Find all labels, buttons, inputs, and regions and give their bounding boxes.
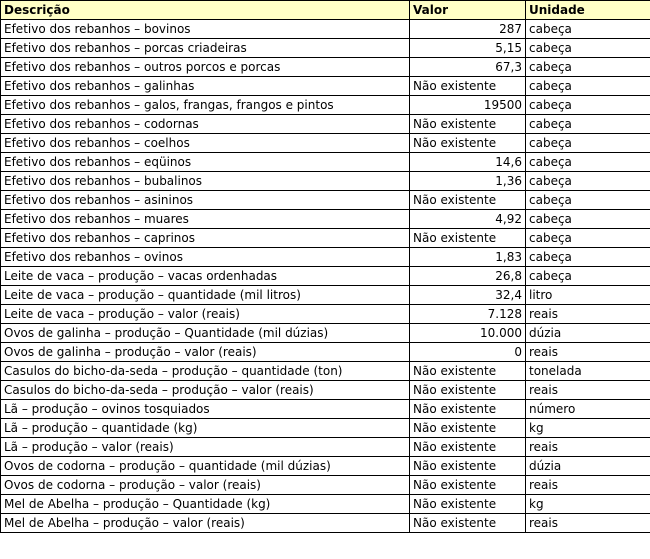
cell-unidade: reais (526, 514, 650, 533)
table-row (1, 191, 650, 210)
cell-valor: Não existente (410, 457, 526, 476)
cell-descricao: Lã – produção – quantidade (kg) (1, 419, 410, 438)
cell-unidade: cabeça (526, 191, 650, 210)
cell-unidade: cabeça (526, 267, 650, 286)
cell-valor: 26,8 (410, 267, 526, 286)
table-row (1, 476, 650, 495)
cell-descricao: Lã – produção – ovinos tosquiados (1, 400, 410, 419)
cell-descricao: Efetivo dos rebanhos – porcas criadeiras (1, 39, 410, 58)
table-row (1, 438, 650, 457)
table-row (1, 457, 650, 476)
table-row (1, 172, 650, 191)
cell-descricao: Efetivo dos rebanhos – bovinos (1, 20, 410, 39)
cell-descricao: Ovos de galinha – produção – Quantidade (mil dúzias) (1, 324, 410, 343)
header-valor: Valor (410, 1, 526, 20)
cell-valor: 0 (410, 343, 526, 362)
cell-unidade: cabeça (526, 210, 650, 229)
header-descricao: Descrição (1, 1, 410, 20)
table-header (1, 1, 650, 20)
cell-descricao: Efetivo dos rebanhos – codornas (1, 115, 410, 134)
cell-descricao: Efetivo dos rebanhos – muares (1, 210, 410, 229)
table-row (1, 514, 650, 533)
cell-descricao: Casulos do bicho-da-seda – produção – quantidade (ton) (1, 362, 410, 381)
cell-descricao: Ovos de codorna – produção – valor (reais) (1, 476, 410, 495)
cell-valor: 287 (410, 20, 526, 39)
cell-valor: 1,83 (410, 248, 526, 267)
cell-unidade: reais (526, 381, 650, 400)
cell-unidade: reais (526, 476, 650, 495)
cell-unidade: dúzia (526, 457, 650, 476)
table-row (1, 400, 650, 419)
cell-unidade: cabeça (526, 153, 650, 172)
cell-valor: 32,4 (410, 286, 526, 305)
table-row (1, 343, 650, 362)
cell-unidade: cabeça (526, 115, 650, 134)
cell-valor: Não existente (410, 419, 526, 438)
table-row (1, 134, 650, 153)
cell-descricao: Casulos do bicho-da-seda – produção – valor (reais) (1, 381, 410, 400)
cell-descricao: Efetivo dos rebanhos – caprinos (1, 229, 410, 248)
table-row (1, 20, 650, 39)
cell-valor: Não existente (410, 191, 526, 210)
cell-descricao: Leite de vaca – produção – vacas ordenhadas (1, 267, 410, 286)
cell-unidade: cabeça (526, 229, 650, 248)
table-row (1, 248, 650, 267)
table-row (1, 419, 650, 438)
cell-unidade: número (526, 400, 650, 419)
cell-descricao: Efetivo dos rebanhos – eqüinos (1, 153, 410, 172)
table-row (1, 39, 650, 58)
cell-descricao: Efetivo dos rebanhos – ovinos (1, 248, 410, 267)
cell-unidade: tonelada (526, 362, 650, 381)
cell-unidade: litro (526, 286, 650, 305)
cell-unidade: cabeça (526, 20, 650, 39)
cell-valor: 4,92 (410, 210, 526, 229)
cell-descricao: Efetivo dos rebanhos – galos, frangas, frangos e pintos (1, 96, 410, 115)
cell-unidade: reais (526, 305, 650, 324)
table-row (1, 381, 650, 400)
table-row (1, 286, 650, 305)
cell-valor: Não existente (410, 77, 526, 96)
cell-valor: Não existente (410, 476, 526, 495)
cell-valor: 7.128 (410, 305, 526, 324)
cell-unidade: kg (526, 419, 650, 438)
header-row (1, 1, 650, 20)
cell-unidade: cabeça (526, 77, 650, 96)
cell-descricao: Efetivo dos rebanhos – bubalinos (1, 172, 410, 191)
table-row (1, 58, 650, 77)
table-row (1, 229, 650, 248)
cell-descricao: Ovos de codorna – produção – quantidade (mil dúzias) (1, 457, 410, 476)
cell-descricao: Efetivo dos rebanhos – galinhas (1, 77, 410, 96)
table-row (1, 362, 650, 381)
cell-descricao: Leite de vaca – produção – valor (reais) (1, 305, 410, 324)
table-row (1, 210, 650, 229)
table-row (1, 153, 650, 172)
header-unidade: Unidade (526, 1, 650, 20)
cell-descricao: Leite de vaca – produção – quantidade (mil litros) (1, 286, 410, 305)
cell-unidade: cabeça (526, 58, 650, 77)
cell-unidade: dúzia (526, 324, 650, 343)
cell-valor: 14,6 (410, 153, 526, 172)
cell-valor: Não existente (410, 514, 526, 533)
table-row (1, 305, 650, 324)
table-row (1, 115, 650, 134)
cell-unidade: kg (526, 495, 650, 514)
cell-valor: Não existente (410, 134, 526, 153)
cell-descricao: Mel de Abelha – produção – Quantidade (kg) (1, 495, 410, 514)
cell-unidade: cabeça (526, 96, 650, 115)
cell-valor: 19500 (410, 96, 526, 115)
table-row (1, 96, 650, 115)
cell-unidade: reais (526, 343, 650, 362)
table-row (1, 77, 650, 96)
cell-valor: Não existente (410, 438, 526, 457)
cell-unidade: cabeça (526, 134, 650, 153)
cell-descricao: Efetivo dos rebanhos – coelhos (1, 134, 410, 153)
cell-valor: Não existente (410, 229, 526, 248)
cell-valor: Não existente (410, 381, 526, 400)
cell-descricao: Ovos de galinha – produção – valor (reais) (1, 343, 410, 362)
cell-descricao: Lã – produção – valor (reais) (1, 438, 410, 457)
table-row (1, 267, 650, 286)
cell-valor: 5,15 (410, 39, 526, 58)
cell-valor: 67,3 (410, 58, 526, 77)
table-row (1, 495, 650, 514)
cell-valor: 1,36 (410, 172, 526, 191)
cell-valor: Não existente (410, 115, 526, 134)
cell-valor: Não existente (410, 400, 526, 419)
cell-unidade: cabeça (526, 248, 650, 267)
cell-descricao: Efetivo dos rebanhos – outros porcos e porcas (1, 58, 410, 77)
cell-valor: Não existente (410, 495, 526, 514)
table-row (1, 324, 650, 343)
cell-descricao: Efetivo dos rebanhos – asininos (1, 191, 410, 210)
cell-unidade: reais (526, 438, 650, 457)
cell-descricao: Mel de Abelha – produção – valor (reais) (1, 514, 410, 533)
cell-valor: 10.000 (410, 324, 526, 343)
cell-unidade: cabeça (526, 172, 650, 191)
table-body (1, 20, 650, 533)
cell-valor: Não existente (410, 362, 526, 381)
cell-unidade: cabeça (526, 39, 650, 58)
